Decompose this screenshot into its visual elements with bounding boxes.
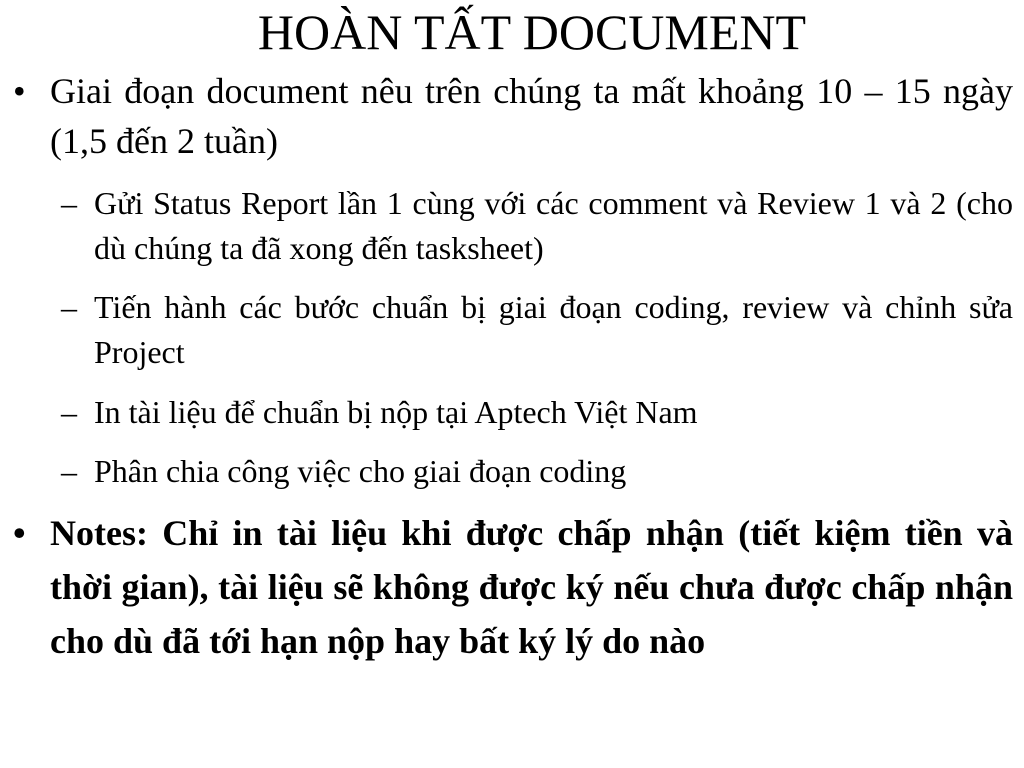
bullet-item-notes <box>13 506 1013 668</box>
bullet-item-duration <box>13 66 1013 166</box>
sub-bullet-marker: – <box>61 453 77 489</box>
sub-bullet-marker: – <box>61 289 77 325</box>
sub-bullet-text: In tài liệu để chuẩn bị nộp tại Aptech Việt Nam <box>94 394 698 430</box>
sub-bullet-coding-prep <box>61 285 1013 375</box>
sub-bullet-split-work <box>61 449 1013 494</box>
slide-title: HOÀN TẤT DOCUMENT <box>257 4 807 60</box>
sub-bullet-text: Tiến hành các bước chuẩn bị giai đoạn coding, review và chỉnh sửa Project <box>94 289 1013 370</box>
bullet-text: Notes: Chỉ in tài liệu khi được chấp nhận (tiết kiệm tiền và thời gian), tài liệu sẽ không được ký nếu chưa được chấp nhận cho dù đã tới hạn nộp hay bất ký lý do nào <box>50 513 1013 661</box>
sub-bullet-text: Gửi Status Report lần 1 cùng với các comment và Review 1 và 2 (cho dù chúng ta đã xong đến tasksheet) <box>94 185 1013 266</box>
bullet-text: Giai đoạn document nêu trên chúng ta mất khoảng 10 – 15 ngày (1,5 đến 2 tuần) <box>50 71 1013 161</box>
sub-bullet-text: Phân chia công việc cho giai đoạn coding <box>94 453 627 489</box>
bullet-marker: • <box>13 71 26 111</box>
bullet-marker: • <box>13 513 26 553</box>
sub-bullet-print-docs <box>61 390 1013 435</box>
sub-bullet-marker: – <box>61 185 77 221</box>
sub-bullet-status-report <box>61 181 1013 271</box>
sub-bullet-marker: – <box>61 394 77 430</box>
